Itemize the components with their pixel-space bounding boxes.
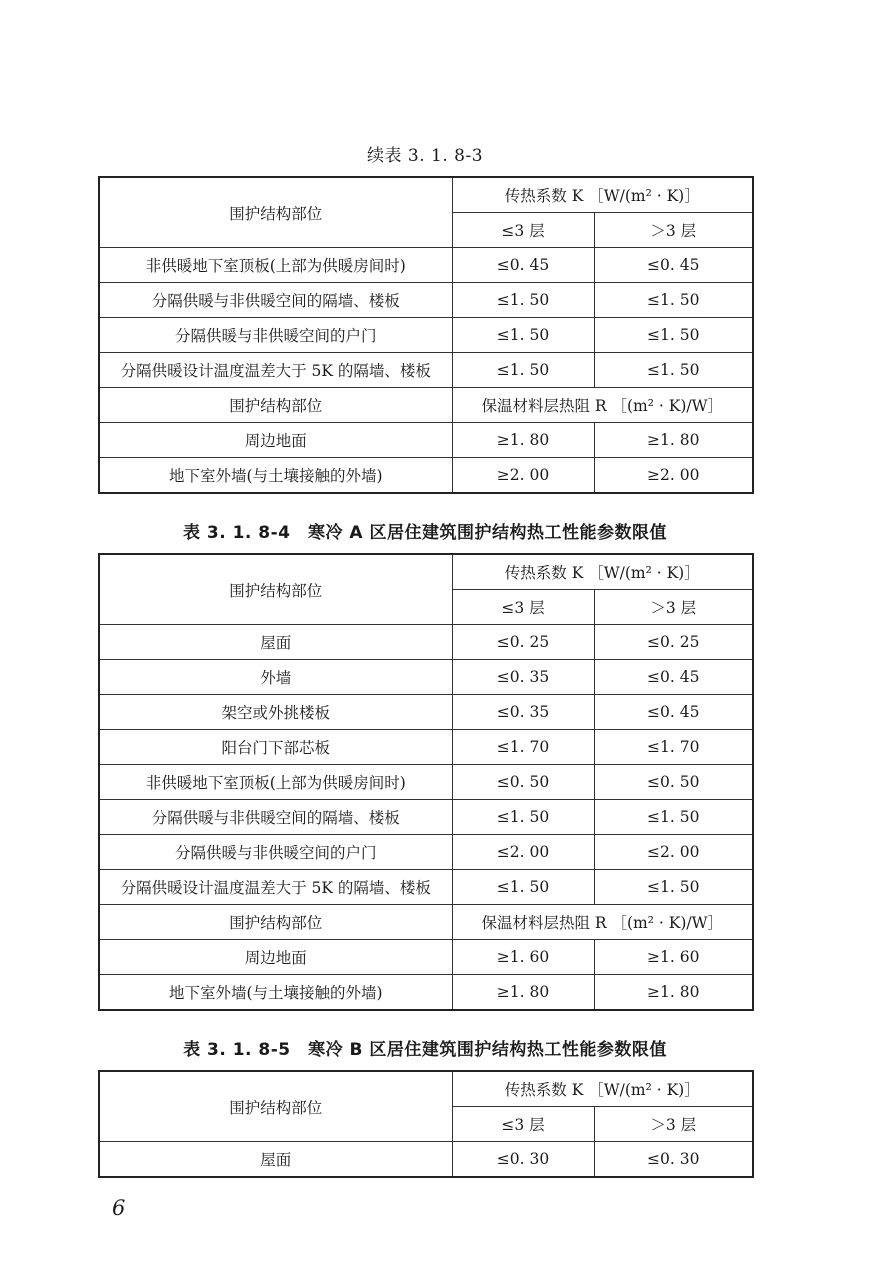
header-part: 围护结构部位 bbox=[99, 177, 452, 248]
cell-part: 非供暖地下室顶板(上部为供暖房间时) bbox=[99, 248, 452, 283]
cell-le3: ≤0. 35 bbox=[452, 695, 594, 730]
table-row bbox=[99, 1142, 753, 1178]
table-row bbox=[99, 283, 753, 318]
table-row bbox=[99, 835, 753, 870]
table-row bbox=[99, 423, 753, 458]
r-header-part: 围护结构部位 bbox=[99, 905, 452, 940]
table-row bbox=[99, 458, 753, 494]
cell-gt3: ≤0. 25 bbox=[594, 625, 753, 660]
cell-le3: ≤2. 00 bbox=[452, 835, 594, 870]
header-part: 围护结构部位 bbox=[99, 1071, 452, 1142]
thermal-limits-table-cold-a bbox=[98, 553, 754, 1011]
cell-le3: ≥1. 80 bbox=[452, 975, 594, 1011]
cell-part: 架空或外挑楼板 bbox=[99, 695, 452, 730]
header-gt3: ＞3 层 bbox=[594, 213, 753, 248]
table-row bbox=[99, 625, 753, 660]
cell-gt3: ≤1. 50 bbox=[594, 870, 753, 905]
cell-gt3: ≤1. 70 bbox=[594, 730, 753, 765]
table-row bbox=[99, 660, 753, 695]
cell-gt3: ≤0. 30 bbox=[594, 1142, 753, 1178]
table-header-row bbox=[99, 1071, 753, 1107]
cell-gt3: ≥1. 80 bbox=[594, 975, 753, 1011]
table-row bbox=[99, 248, 753, 283]
table-row bbox=[99, 695, 753, 730]
cell-le3: ≥1. 80 bbox=[452, 423, 594, 458]
cell-le3: ≤1. 70 bbox=[452, 730, 594, 765]
cell-gt3: ≤2. 00 bbox=[594, 835, 753, 870]
cell-le3: ≤0. 25 bbox=[452, 625, 594, 660]
cell-part: 周边地面 bbox=[99, 423, 452, 458]
cell-part: 周边地面 bbox=[99, 940, 452, 975]
cell-gt3: ≤1. 50 bbox=[594, 800, 753, 835]
cell-gt3: ≤0. 45 bbox=[594, 660, 753, 695]
cell-part: 分隔供暖与非供暖空间的隔墙、楼板 bbox=[99, 800, 452, 835]
header-le3: ≤3 层 bbox=[452, 1107, 594, 1142]
cell-part: 外墙 bbox=[99, 660, 452, 695]
cell-part: 分隔供暖与非供暖空间的户门 bbox=[99, 835, 452, 870]
table-row bbox=[99, 730, 753, 765]
cell-gt3: ≤0. 50 bbox=[594, 765, 753, 800]
header-part: 围护结构部位 bbox=[99, 554, 452, 625]
cell-part: 分隔供暖设计温度温差大于 5K 的隔墙、楼板 bbox=[99, 870, 452, 905]
table-caption: 续表 3. 1. 8-3 bbox=[366, 146, 484, 166]
table-row bbox=[99, 800, 753, 835]
table-row bbox=[99, 353, 753, 388]
thermal-limits-table-cold-b bbox=[98, 1070, 754, 1178]
header-k-title: 传热系数 K ［W/(m² · K)］ bbox=[452, 177, 753, 213]
table-row bbox=[99, 318, 753, 353]
cell-part: 阳台门下部芯板 bbox=[99, 730, 452, 765]
table-header-row bbox=[99, 554, 753, 590]
cell-gt3: ≤1. 50 bbox=[594, 318, 753, 353]
cell-le3: ≤1. 50 bbox=[452, 870, 594, 905]
cell-part: 非供暖地下室顶板(上部为供暖房间时) bbox=[99, 765, 452, 800]
thermal-limits-table-continued bbox=[98, 176, 754, 494]
cell-le3: ≥1. 60 bbox=[452, 940, 594, 975]
header-k-title: 传热系数 K ［W/(m² · K)］ bbox=[452, 554, 753, 590]
cell-gt3: ≥1. 80 bbox=[594, 423, 753, 458]
r-header-title: 保温材料层热阻 R ［(m² · K)/W］ bbox=[452, 905, 753, 940]
cell-part: 分隔供暖与非供暖空间的隔墙、楼板 bbox=[99, 283, 452, 318]
table-caption: 表 3. 1. 8-4 寒冷 A 区居住建筑围护结构热工性能参数限值 bbox=[182, 523, 668, 543]
table-row bbox=[99, 975, 753, 1011]
table-caption: 表 3. 1. 8-5 寒冷 B 区居住建筑围护结构热工性能参数限值 bbox=[183, 1040, 667, 1060]
header-le3: ≤3 层 bbox=[452, 590, 594, 625]
cell-part: 分隔供暖设计温度温差大于 5K 的隔墙、楼板 bbox=[99, 353, 452, 388]
header-gt3: ＞3 层 bbox=[594, 1107, 753, 1142]
header-k-title: 传热系数 K ［W/(m² · K)］ bbox=[452, 1071, 753, 1107]
cell-le3: ≤0. 50 bbox=[452, 765, 594, 800]
table-r-header-row bbox=[99, 905, 753, 940]
cell-gt3: ≥2. 00 bbox=[594, 458, 753, 494]
r-header-title: 保温材料层热阻 R ［(m² · K)/W］ bbox=[452, 388, 753, 423]
table-header-row bbox=[99, 177, 753, 213]
table-row bbox=[99, 765, 753, 800]
cell-le3: ≤1. 50 bbox=[452, 800, 594, 835]
table-row bbox=[99, 870, 753, 905]
cell-le3: ≤1. 50 bbox=[452, 318, 594, 353]
cell-le3: ≤1. 50 bbox=[452, 353, 594, 388]
table-row bbox=[99, 940, 753, 975]
cell-le3: ≤1. 50 bbox=[452, 283, 594, 318]
cell-part: 地下室外墙(与土壤接触的外墙) bbox=[99, 975, 452, 1011]
page-number: 6 bbox=[112, 1196, 126, 1220]
cell-part: 屋面 bbox=[99, 1142, 452, 1178]
cell-part: 屋面 bbox=[99, 625, 452, 660]
cell-le3: ≤0. 35 bbox=[452, 660, 594, 695]
cell-part: 分隔供暖与非供暖空间的户门 bbox=[99, 318, 452, 353]
r-header-part: 围护结构部位 bbox=[99, 388, 452, 423]
header-gt3: ＞3 层 bbox=[594, 590, 753, 625]
cell-gt3: ≤0. 45 bbox=[594, 695, 753, 730]
cell-le3: ≥2. 00 bbox=[452, 458, 594, 494]
cell-le3: ≤0. 30 bbox=[452, 1142, 594, 1178]
cell-gt3: ≥1. 60 bbox=[594, 940, 753, 975]
table-r-header-row bbox=[99, 388, 753, 423]
cell-le3: ≤0. 45 bbox=[452, 248, 594, 283]
cell-gt3: ≤0. 45 bbox=[594, 248, 753, 283]
cell-part: 地下室外墙(与土壤接触的外墙) bbox=[99, 458, 452, 494]
cell-gt3: ≤1. 50 bbox=[594, 283, 753, 318]
header-le3: ≤3 层 bbox=[452, 213, 594, 248]
cell-gt3: ≤1. 50 bbox=[594, 353, 753, 388]
